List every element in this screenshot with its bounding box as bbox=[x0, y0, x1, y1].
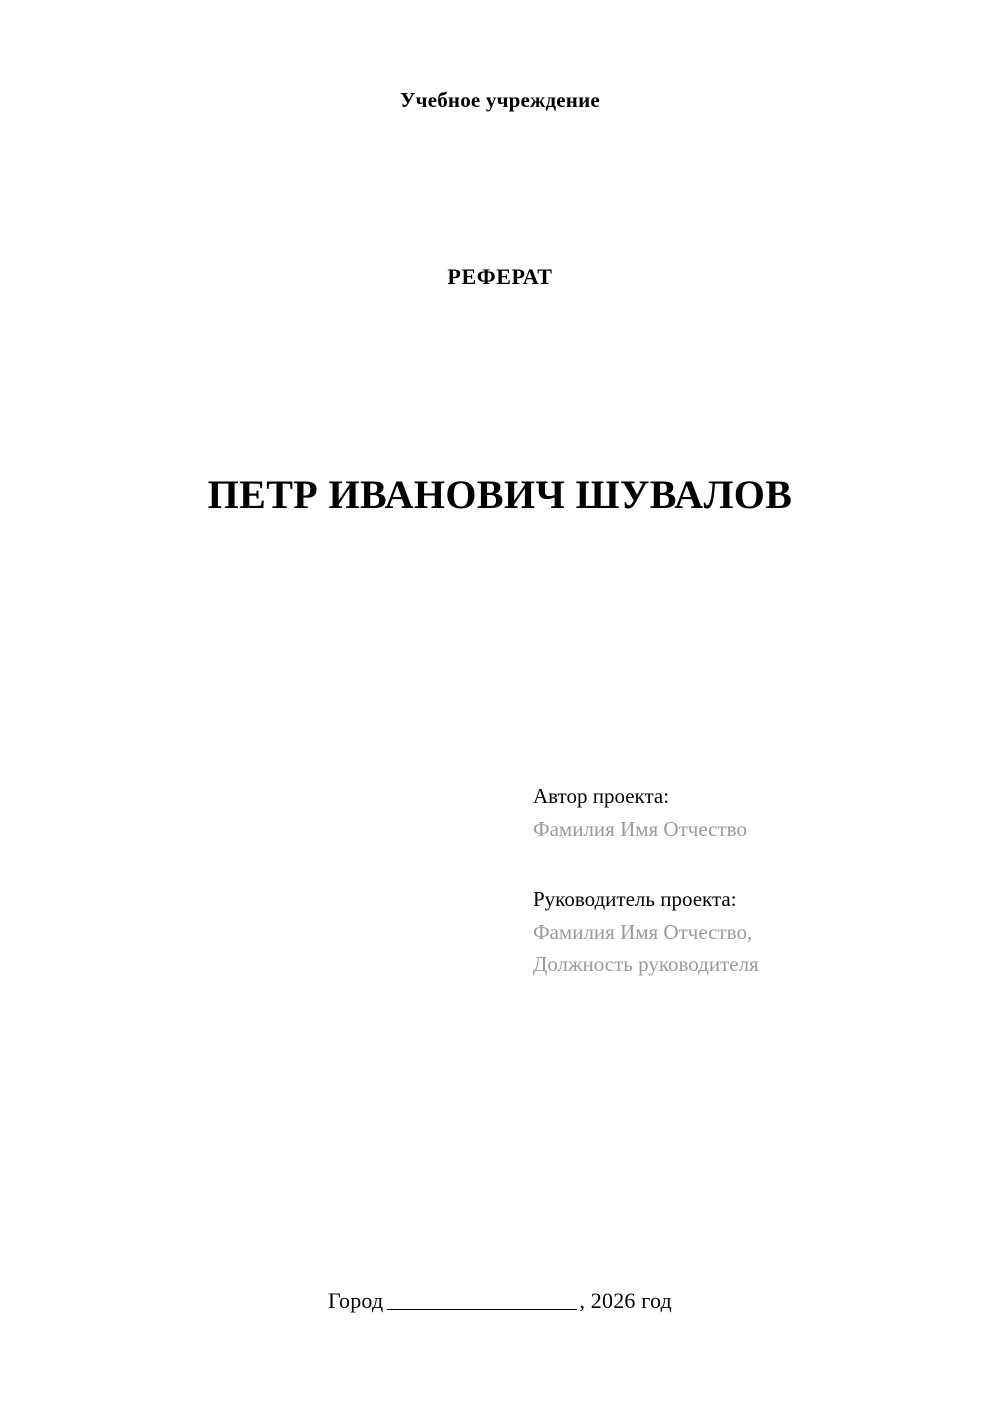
author-label: Автор проекта: bbox=[533, 784, 670, 808]
institution-name: Учебное учреждение bbox=[400, 88, 600, 112]
city-blank-line bbox=[387, 1309, 577, 1310]
footer-city-year bbox=[0, 1288, 1000, 1314]
supervisor-value-line-1: Фамилия Имя Отчество, bbox=[533, 919, 753, 944]
credits-section bbox=[533, 780, 913, 981]
author-block bbox=[533, 780, 913, 845]
document-type: РЕФЕРАТ bbox=[447, 264, 553, 289]
city-label: Город bbox=[328, 1288, 384, 1313]
author-value: Фамилия Имя Отчество bbox=[533, 816, 747, 841]
supervisor-label: Руководитель проекта: bbox=[533, 887, 737, 912]
supervisor-block bbox=[533, 883, 913, 981]
year-text: , 2026 год bbox=[579, 1288, 672, 1313]
page-title: ПЕТР ИВАНОВИЧ ШУВАЛОВ bbox=[207, 471, 793, 517]
supervisor-value-line-2: Должность руководителя bbox=[533, 952, 759, 977]
